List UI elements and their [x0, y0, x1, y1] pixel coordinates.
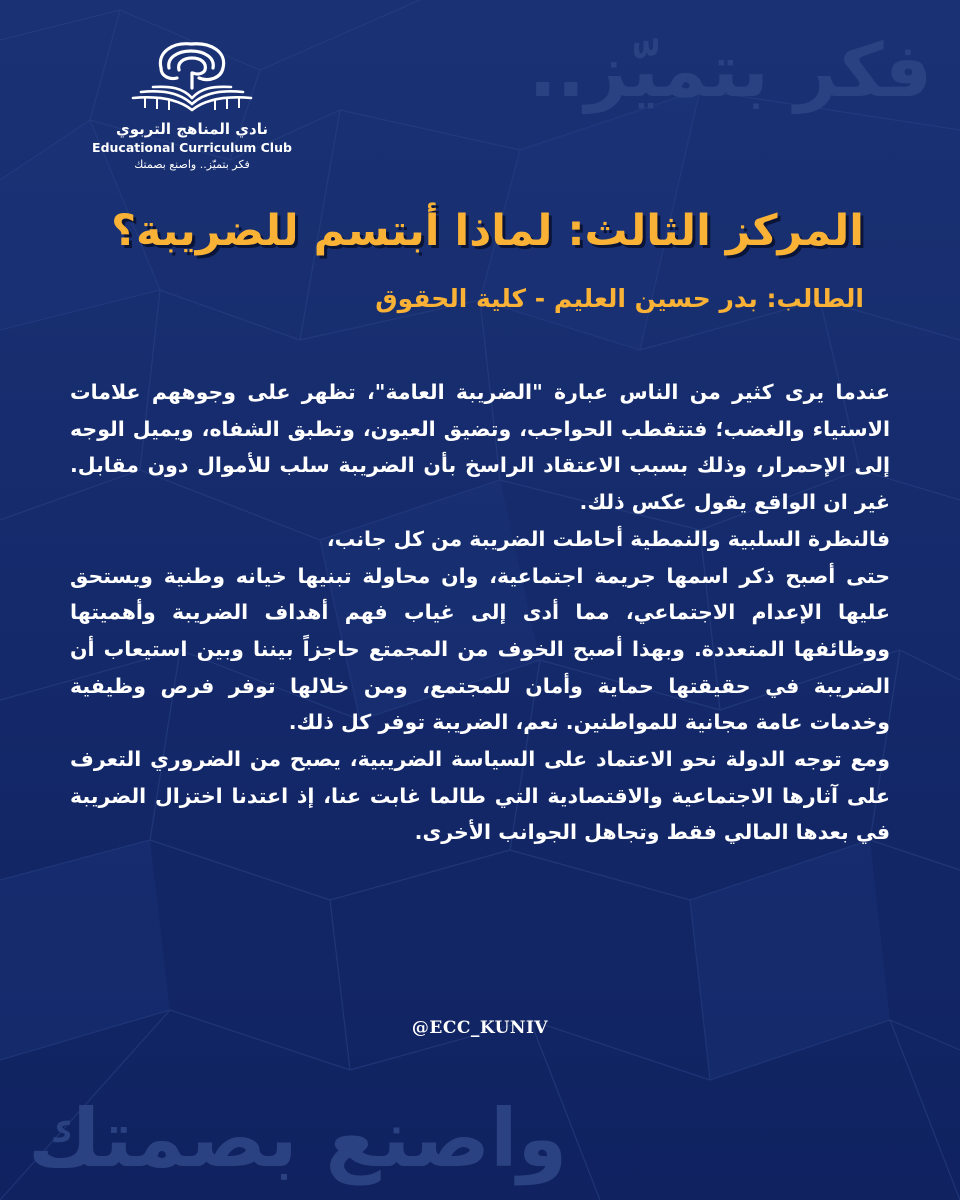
club-slogan: فكر بتميّز.. واصنع بصمتك — [134, 158, 250, 171]
body-paragraph: فالنظرة السلبية والنمطية أحاطت الضريبة من كل جانب، — [326, 526, 890, 551]
article-title: المركز الثالث: لماذا أبتسم للضريبة؟ — [111, 206, 864, 256]
body-paragraph: حتى أصبح ذكر اسمها جريمة اجتماعية، وان محاولة تبنيها خيانه وطنية ويستحق عليها الإعدام الاجتماعي، مما أدى إلى غياب فهم أهداف الضريبة وأهميتها ووظائفها المتعددة. وبهذا أصبح الخوف من المجمتع حاجزاً بيننا وبين استيعاب أن الضريبة في حقيقتها حماية وأمان للمجتمع، ومن خلالها توفر فرص وظيفية وخدمات عامة مجانية للمواطنين. نعم، الضريبة توفر كل ذلك. — [70, 563, 890, 735]
article-body — [70, 374, 890, 851]
social-handle: @ECC_KUNIV — [411, 1018, 549, 1038]
bottom-watermark-text: واصنع بصمتك — [28, 1092, 568, 1185]
brain-book-logo-icon — [117, 38, 267, 116]
body-paragraph: ومع توجه الدولة نحو الاعتماد على السياسة الضريبية، يصبح من الضروري التعرف على آثارها الاجتماعية والاقتصادية التي طالما غابت عنا، إذ اعتدنا اختزال الضريبة في بعدها المالي فقط وتجاهل الجوانب الأخرى. — [70, 747, 890, 845]
club-name-english: Educational Curriculum Club — [92, 140, 292, 155]
author-line: الطالب: بدر حسين العليم - كلية الحقوق — [375, 284, 864, 313]
body-paragraph: عندما يرى كثير من الناس عبارة "الضريبة العامة"، تظهر على وجوههم علامات الاستياء والغضب؛ فتتقطب الحواجب، وتضيق العيون، وتطبق الشفاه، ويميل الوجه إلى الإحمرار، وذلك بسبب الاعتقاد الراسخ بأن الضريبة سلب للأموال دون مقابل. غير ان الواقع يقول عكس ذلك. — [70, 380, 890, 515]
club-name-arabic: نادي المناهج التربوي — [116, 120, 268, 138]
club-logo — [92, 38, 292, 172]
top-watermark-text: فكر بتميّز.. — [528, 28, 932, 114]
